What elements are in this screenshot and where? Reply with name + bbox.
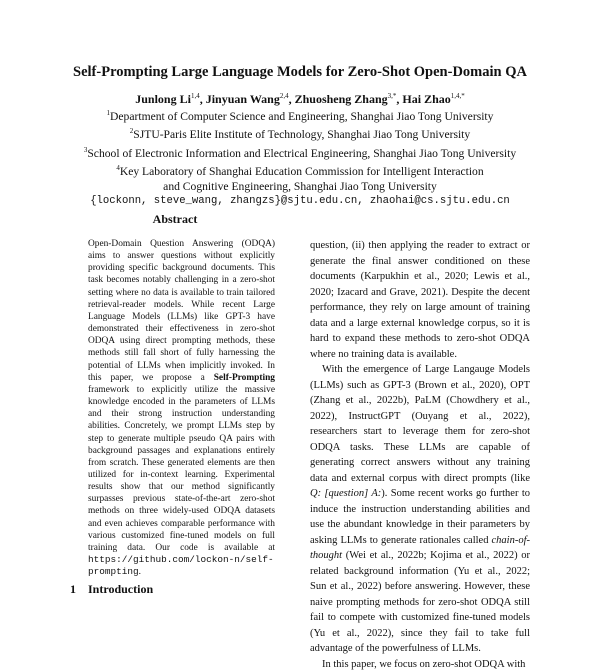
affiliation-text: SJTU-Paris Elite Institute of Technology, Shanghai Jiao Tong University bbox=[133, 128, 470, 141]
affiliation-superscript: 2 bbox=[130, 127, 134, 135]
author-name: Jinyuan Wang bbox=[206, 92, 280, 106]
abstract-bold-term: Self-Prompting bbox=[214, 373, 275, 383]
affiliation-line: and Cognitive Engineering, Shanghai Jiao Tong University bbox=[0, 180, 600, 195]
author-superscript: 3,* bbox=[388, 92, 397, 100]
section-heading-introduction bbox=[70, 582, 153, 597]
code-url[interactable]: https://github.com/lockon-n/self-prompting bbox=[88, 554, 274, 577]
abstract-body bbox=[88, 238, 275, 578]
affiliation-line bbox=[0, 106, 600, 124]
affiliation-line bbox=[0, 143, 600, 161]
paragraph-text: ). Some recent works go further to induce the instruction understanding abilities and use the abundant knowledge in their parameters by asking LLMs to generate rationales called bbox=[310, 488, 530, 546]
affiliation-superscript: 1 bbox=[107, 109, 111, 117]
author-name: Hai Zhao bbox=[402, 92, 450, 106]
author-list: Junlong Li$^{1,4}$, Jinyuan Wang$^{2,4}$, Zhuosheng Zhang$^{3,*}$, Hai Zhao$^{1,4,*}$ bbox=[0, 92, 600, 107]
paper-title: Self-Prompting Large Language Models for Zero-Shot Open-Domain QA bbox=[0, 64, 600, 81]
affiliation-text: Department of Computer Science and Engineering, Shanghai Jiao Tong University bbox=[110, 110, 493, 123]
italic-term: chain-of-thought bbox=[310, 535, 530, 562]
paragraph: question, (ii) then applying the reader to extract or generate the final answer conditioned on these documents (Karpukhin et al., 2020; Lewis et al., 2020; Izacard and Grave, 2021). Despite the decent performance, they rely on large amount of training data and a large external knowledge corpus, so it is hard to expand these methods to zero-shot ODQA where no training data is available. bbox=[310, 238, 530, 362]
section-number: 1 bbox=[70, 582, 88, 597]
affiliation-line bbox=[0, 124, 600, 142]
paragraph: In this paper, we focus on zero-shot ODQA with bbox=[310, 657, 530, 672]
abstract-heading: Abstract bbox=[70, 212, 280, 227]
paragraph-text: (Wei et al., 2022b; Kojima et al., 2022) or related background information (Yu et al., 2022; Sun et al., 2022) before answering. However, these naive prompting methods for zero-shot ODQA still fail to compete with customized fine-tuned models (Yu et al., 2022), since they fail to take full advantage of the powerfulness of LLMs. bbox=[310, 550, 530, 654]
affiliation-block bbox=[0, 106, 600, 209]
author-name: Zhuosheng Zhang bbox=[295, 92, 388, 106]
author-name: Junlong Li bbox=[135, 92, 191, 106]
prompt-example: Q: [question] A: bbox=[310, 488, 381, 499]
author-superscript: 1,4,* bbox=[451, 92, 465, 100]
email-addresses: {lockonn, steve_wang, zhangzs}@sjtu.edu.cn, zhaohai@cs.sjtu.edu.cn bbox=[0, 194, 600, 209]
author-superscript: 2,4 bbox=[280, 92, 289, 100]
affiliation-superscript: 3 bbox=[84, 146, 88, 154]
author-superscript: 1,4 bbox=[191, 92, 200, 100]
affiliation-text: School of Electronic Information and Electrical Engineering, Shanghai Jiao Tong University bbox=[87, 147, 516, 160]
affiliation-line bbox=[0, 161, 600, 179]
abstract-text: Open-Domain Question Answering (ODQA) aims to answer questions without explicitly providing specific background documents. This task becomes notably challenging in a zero-shot setting where no data is available to train tailored retrieval-reader models. While recent Large Language Models (LLMs) like GPT-3 have demonstrated their effectiveness in zero-shot ODQA using direct prompting methods, these methods still fall short of fully harnessing the potential of LLMs when implicitly invoked. In this paper, we propose a bbox=[88, 239, 275, 383]
abstract-text: framework to explicitly utilize the massive knowledge encoded in the parameters of LLMs and their strong instruction understanding abilities. Concretely, we prompt LLMs step by step to generate multiple pseudo QA pairs with background passages and explanations entirely from scratch. These generated elements are then utilized for in-context learning. Experimental results show that our method significantly surpasses previous state-of-the-art zero-shot methods on three widely-used ODQA datasets and even achieves comparable performance with various customized fine-tuned models on full training data. Our code is available at bbox=[88, 385, 275, 553]
affiliation-superscript: 4 bbox=[116, 164, 120, 172]
paragraph-text: With the emergence of Large Langauge Models (LLMs) such as GPT-3 (Brown et al., 2020), OPT (Zhang et al., 2022b), PaLM (Chowdhery et al., 2022), InstructGPT (Ouyang et al., 2022), researchers start to leverage them for zero-shot ODQA tasks. These LLMs are capable of generating correct answers without any training data and external corpus with direct prompts (like bbox=[310, 364, 530, 484]
paragraph bbox=[310, 362, 530, 657]
right-column bbox=[310, 238, 530, 672]
affiliation-text: Key Laboratory of Shanghai Education Commission for Intelligent Interaction bbox=[120, 165, 484, 178]
section-title: Introduction bbox=[88, 582, 153, 596]
abstract-text: . bbox=[139, 567, 141, 577]
